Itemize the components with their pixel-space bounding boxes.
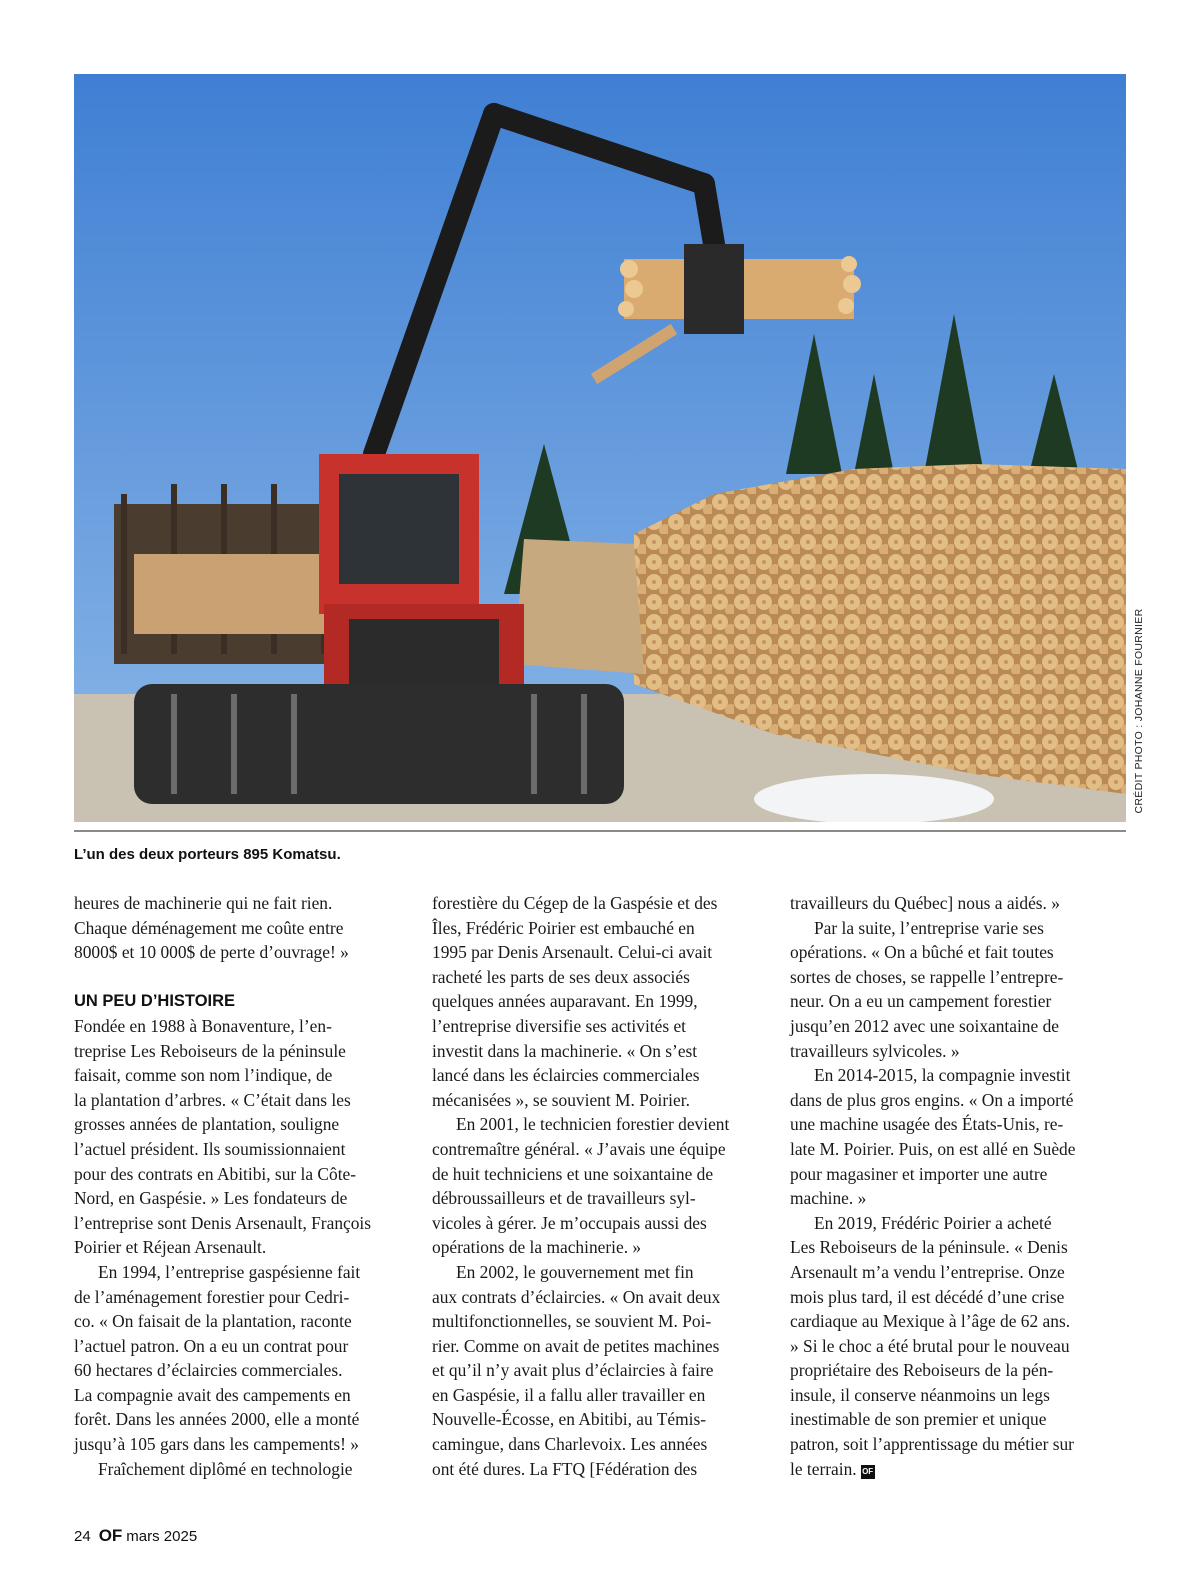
text-line: aux contrats d’éclaircies. « On avait deux bbox=[432, 1286, 721, 1307]
paragraph bbox=[790, 1211, 1126, 1482]
paragraph bbox=[74, 1260, 410, 1457]
text-line: treprise Les Reboiseurs de la péninsule bbox=[74, 1040, 346, 1061]
text-line: insule, il conserve néanmoins un legs bbox=[790, 1384, 1050, 1405]
magazine-name: OF bbox=[98, 1526, 123, 1545]
text-line: heures de machinerie qui ne fait rien. bbox=[74, 893, 333, 913]
text-line: En 2014-2015, la compagnie investit bbox=[814, 1065, 1071, 1086]
text-line: travailleurs du Québec] nous a aidés. » bbox=[790, 893, 1060, 913]
text-line: racheté les parts de ses deux associés bbox=[432, 966, 690, 987]
text-line: Poirier et Réjean Arsenault. bbox=[74, 1237, 267, 1258]
text-line: forestière du Cégep de la Gaspésie et des bbox=[432, 893, 718, 913]
text-line: contremaître général. « J’avais une équipe bbox=[432, 1138, 726, 1159]
text-line: l’entreprise diversifie ses activités et bbox=[432, 1015, 686, 1036]
text-line: la plantation d’arbres. « C’était dans les bbox=[74, 1089, 351, 1110]
text-line: En 2002, le gouvernement met fin bbox=[456, 1261, 694, 1282]
article-column-3 bbox=[790, 891, 1126, 1481]
text-line: en Gaspésie, il a fallu aller travailler en bbox=[432, 1384, 706, 1405]
section-heading: UN PEU D’HISTOIRE bbox=[74, 992, 236, 1011]
text-line: dans de plus gros engins. « On a importé bbox=[790, 1089, 1074, 1110]
page-number: 24 bbox=[74, 1528, 91, 1545]
photo-caption: L’un des deux porteurs 895 Komatsu. bbox=[74, 846, 341, 863]
paragraph bbox=[790, 1063, 1126, 1211]
text-line: 1995 par Denis Arsenault. Celui-ci avait bbox=[432, 942, 713, 963]
text-line: une machine usagée des États-Unis, re- bbox=[790, 1114, 1064, 1135]
text-line: Par la suite, l’entreprise varie ses bbox=[814, 917, 1044, 938]
text-line: Les Reboiseurs de la péninsule. « Denis bbox=[790, 1237, 1068, 1258]
text-line: mécanisées », se souvient M. Poirier. bbox=[432, 1089, 690, 1110]
text-line: ont été dures. La FTQ [Fédération des bbox=[432, 1458, 698, 1479]
text-line: 8000$ et 10 000$ de perte d’ouvrage! » bbox=[74, 942, 349, 963]
article-column-1 bbox=[74, 891, 410, 1481]
text-line: grosses années de plantation, souligne bbox=[74, 1114, 340, 1135]
last-text-line bbox=[790, 1457, 1126, 1482]
text-line: La compagnie avait des campements en bbox=[74, 1384, 351, 1405]
text-line: neur. On a eu un campement forestier bbox=[790, 991, 1052, 1012]
text-line: opérations de la machinerie. » bbox=[432, 1237, 642, 1258]
text-line-text: le terrain. bbox=[790, 1458, 857, 1479]
text-line: Fraîchement diplômé en technologie bbox=[98, 1458, 353, 1479]
text-line: En 1994, l’entreprise gaspésienne fait bbox=[98, 1261, 361, 1282]
text-line: inestimable de son premier et unique bbox=[790, 1409, 1047, 1430]
text-line: pour des contrats en Abitibi, sur la Côte- bbox=[74, 1163, 357, 1184]
text-line: 60 hectares d’éclaircies commerciales. bbox=[74, 1360, 343, 1381]
caption-divider bbox=[74, 830, 1126, 832]
text-line: camingue, dans Charlevoix. Les années bbox=[432, 1434, 708, 1455]
page-folio bbox=[74, 1526, 197, 1546]
text-line: mois plus tard, il est décédé d’une crise bbox=[790, 1286, 1065, 1307]
text-line: En 2019, Frédéric Poirier a acheté bbox=[814, 1212, 1052, 1233]
text-line: sortes de choses, se rappelle l’entrepre- bbox=[790, 966, 1064, 987]
text-line: opérations. « On a bûché et fait toutes bbox=[790, 942, 1054, 963]
text-line: débroussailleurs et de travailleurs syl- bbox=[432, 1188, 696, 1209]
text-line: propriétaire des Reboiseurs de la pén- bbox=[790, 1360, 1054, 1381]
paragraph bbox=[790, 916, 1126, 1064]
text-line: quelques années auparavant. En 1999, bbox=[432, 991, 698, 1012]
text-line: Îles, Frédéric Poirier est embauché en bbox=[432, 917, 695, 938]
text-line: En 2001, le technicien forestier devient bbox=[456, 1114, 730, 1135]
forwarder-photo-illustration bbox=[74, 74, 1126, 822]
text-line: forêt. Dans les années 2000, elle a monté bbox=[74, 1409, 360, 1430]
text-line: Chaque déménagement me coûte entre bbox=[74, 917, 344, 938]
text-line: Arsenault m’a vendu l’entreprise. Onze bbox=[790, 1261, 1065, 1282]
text-line: cardiaque au Mexique à l’âge de 62 ans. bbox=[790, 1311, 1071, 1332]
text-line: Fondée en 1988 à Bonaventure, l’en- bbox=[74, 1015, 332, 1036]
article-column-2 bbox=[432, 891, 768, 1481]
text-line: faisait, comme son nom l’indique, de bbox=[74, 1065, 333, 1086]
text-line: co. « On faisait de la plantation, raconte bbox=[74, 1311, 352, 1332]
text-line: vicoles à gérer. Je m’occupais aussi des bbox=[432, 1212, 707, 1233]
paragraph bbox=[432, 1112, 768, 1260]
paragraph bbox=[74, 891, 410, 965]
paragraph bbox=[74, 1014, 410, 1260]
paragraph bbox=[432, 1260, 768, 1481]
text-line: Nouvelle-Écosse, en Abitibi, au Témis- bbox=[432, 1409, 707, 1430]
text-line: Nord, en Gaspésie. » Les fondateurs de bbox=[74, 1188, 348, 1209]
text-line: l’actuel président. Ils soumissionnaient bbox=[74, 1138, 346, 1159]
text-line: l’entreprise sont Denis Arsenault, François bbox=[74, 1212, 372, 1233]
text-line: de huit techniciens et une soixantaine de bbox=[432, 1163, 714, 1184]
text-line: lancé dans les éclaircies commerciales bbox=[432, 1065, 700, 1086]
text-line: multifonctionnelles, se souvient M. Poi- bbox=[432, 1311, 712, 1332]
text-line: l’actuel patron. On a eu un contrat pour bbox=[74, 1335, 349, 1356]
text-line: jusqu’à 105 gars dans les campements! » bbox=[74, 1434, 359, 1455]
paragraph bbox=[432, 891, 768, 1112]
issue-date: mars 2025 bbox=[126, 1528, 198, 1545]
text-line: de l’aménagement forestier pour Cedri- bbox=[74, 1286, 350, 1307]
text-line: rier. Comme on avait de petites machines bbox=[432, 1335, 720, 1356]
text-line: late M. Poirier. Puis, on est allé en Suède bbox=[790, 1138, 1076, 1159]
end-of-article-mark: OF bbox=[861, 1465, 875, 1479]
text-line: pour magasiner et importer une autre bbox=[790, 1163, 1048, 1184]
text-line: machine. » bbox=[790, 1188, 867, 1209]
text-line: » Si le choc a été brutal pour le nouveau bbox=[790, 1335, 1070, 1356]
text-line: jusqu’en 2012 avec une soixantaine de bbox=[790, 1015, 1059, 1036]
photo-credit: CRÉDIT PHOTO : JOHANNE FOURNIER bbox=[1133, 608, 1145, 814]
text-line: investit dans la machinerie. « On s’est bbox=[432, 1040, 698, 1061]
article-photo bbox=[74, 74, 1126, 822]
text-line: travailleurs sylvicoles. » bbox=[790, 1040, 960, 1061]
paragraph bbox=[74, 1457, 410, 1482]
paragraph bbox=[790, 891, 1126, 916]
text-line: patron, soit l’apprentissage du métier sur bbox=[790, 1434, 1074, 1455]
text-line: et qu’il n’y avait plus d’éclaircies à faire bbox=[432, 1360, 714, 1381]
